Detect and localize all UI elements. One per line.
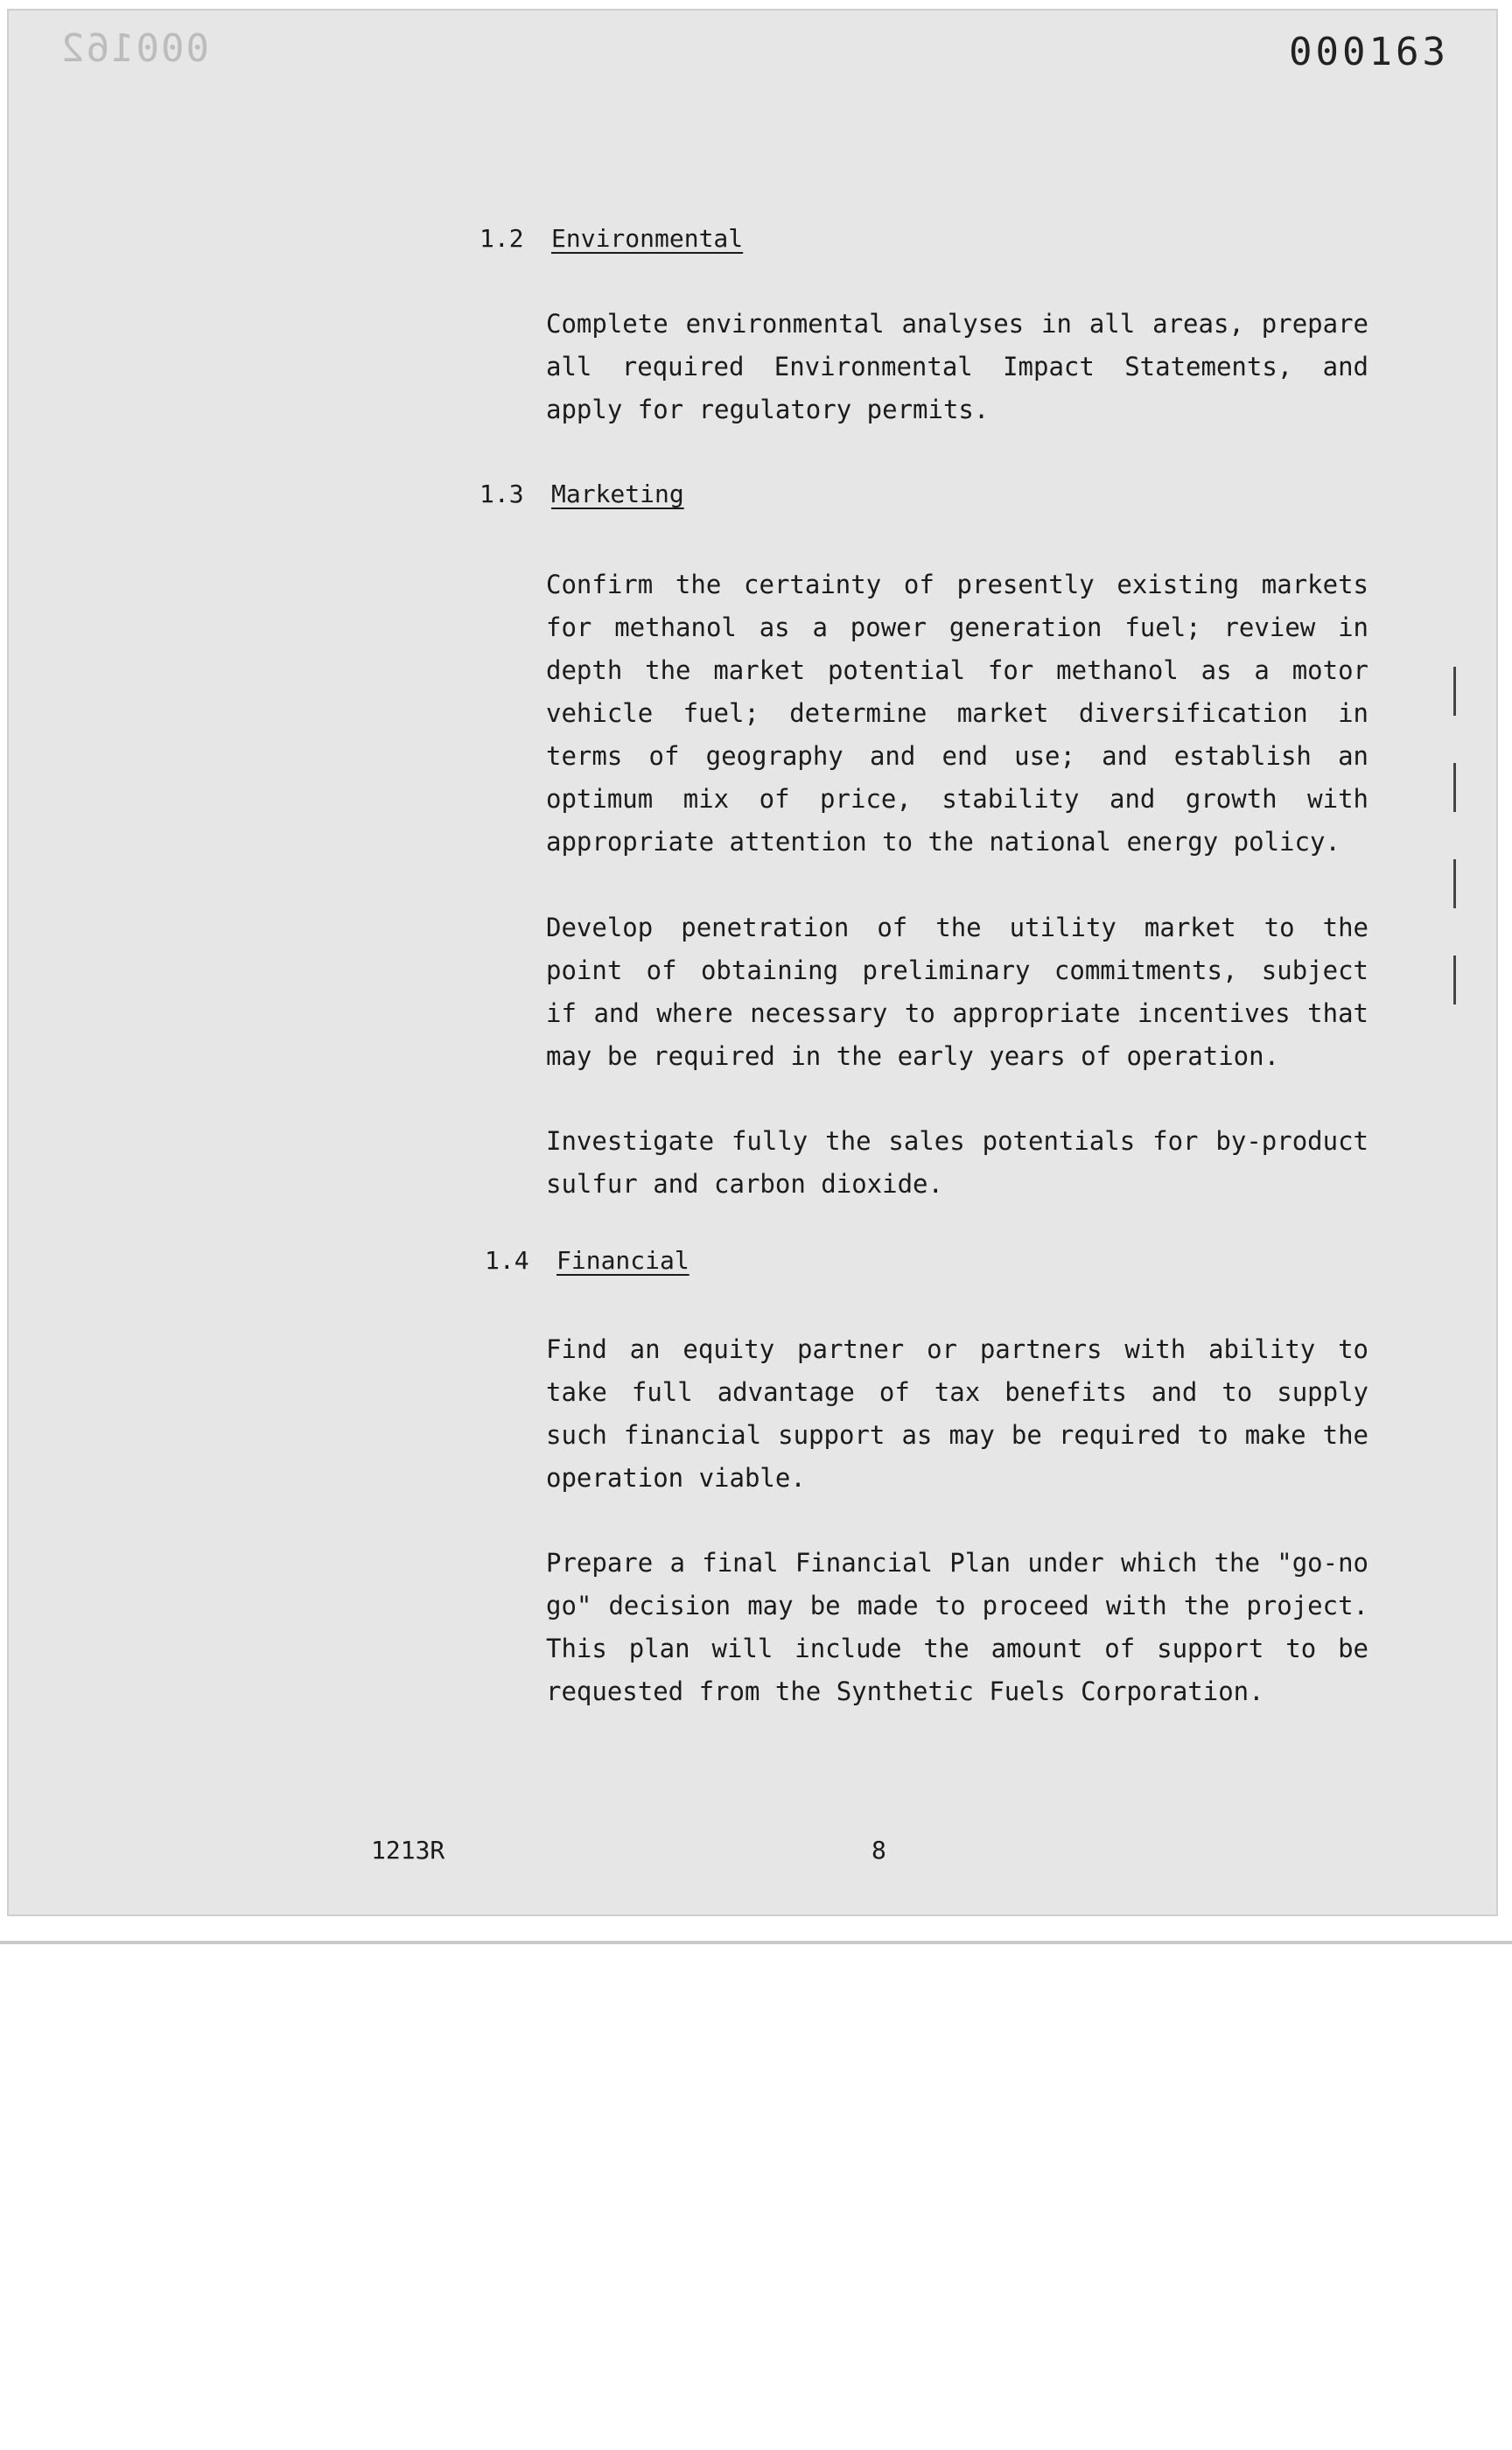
- section-title: Financial: [556, 1246, 690, 1275]
- section-number: 1.3: [480, 480, 524, 508]
- section-heading-marketing: [480, 480, 684, 508]
- page-code: 000163: [1289, 30, 1449, 74]
- scanned-page: [7, 9, 1498, 1916]
- scan-edge: [0, 1941, 1512, 1944]
- margin-change-bar: [1453, 763, 1456, 812]
- paragraph: Confirm the certainty of presently existing markets for methanol as a power generation fuel; review in depth the market potential for methanol as a motor vehicle fuel; determine market diversification in terms of geography and end use; and establish an optimum mix of price, stability and growth with appropriate attention to the national energy policy.: [546, 570, 1368, 857]
- section-title: Marketing: [551, 480, 684, 508]
- section-title: Environmental: [551, 224, 744, 253]
- footer-page-number: 8: [872, 1836, 886, 1865]
- margin-change-bar: [1453, 859, 1456, 908]
- section-heading-environmental: [480, 224, 743, 253]
- margin-change-bar: [1453, 956, 1456, 1004]
- paragraph: Find an equity partner or partners with ability to take full advantage of tax benefits and to supply such financial support as may be required to make the operation viable.: [546, 1334, 1368, 1493]
- bleed-through-code: 000162: [60, 26, 209, 71]
- margin-change-bar: [1453, 667, 1456, 716]
- paragraph: Prepare a final Financial Plan under which the "go-no go" decision may be made to proceed with the project. This plan will include the amount of support to be requested from the Synthetic Fuels Corporation.: [546, 1548, 1368, 1706]
- footer-doc-id: 1213R: [371, 1836, 445, 1865]
- section-number: 1.4: [485, 1246, 529, 1275]
- section-number: 1.2: [480, 224, 524, 253]
- paragraph: Complete environmental analyses in all areas, prepare all required Environmental Impact Statements, and apply for regulatory permits.: [546, 309, 1368, 424]
- paragraph: Develop penetration of the utility market to the point of obtaining preliminary commitments, subject if and where necessary to appropriate incentives that may be required in the early years of operation.: [546, 913, 1368, 1071]
- paragraph: Investigate fully the sales potentials for by-product sulfur and carbon dioxide.: [546, 1126, 1368, 1199]
- section-heading-financial: [485, 1246, 690, 1275]
- document-body: [7, 9, 1498, 1916]
